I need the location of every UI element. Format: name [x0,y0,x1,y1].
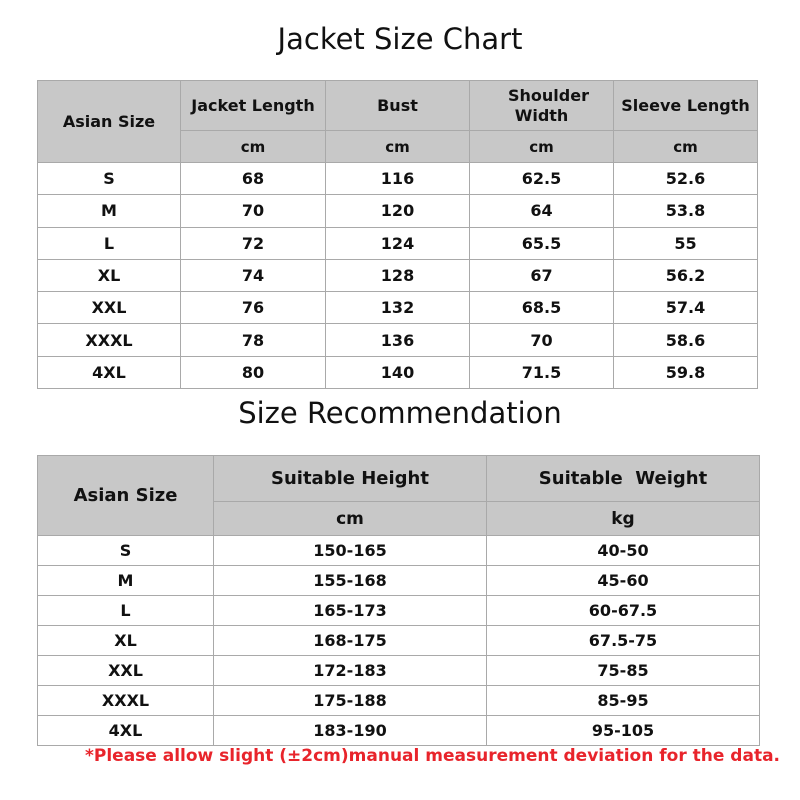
unit-shoulder-width: cm [470,131,614,163]
size-cell: XXL [38,292,181,324]
bust-cell: 140 [326,356,470,388]
jacket-size-table [37,80,758,389]
table-row [38,536,760,566]
table-row [38,656,760,686]
size-cell: L [38,596,214,626]
unit-height: cm [214,502,487,536]
height-cell: 150-165 [214,536,487,566]
jacket-length-cell: 70 [181,195,326,227]
unit-sleeve-length: cm [614,131,758,163]
table-row [38,227,758,259]
weight-cell: 75-85 [487,656,760,686]
shoulder-width-cell: 70 [470,324,614,356]
sleeve-length-cell: 55 [614,227,758,259]
shoulder-width-cell: 68.5 [470,292,614,324]
header-suitable-height: Suitable Height [214,456,487,502]
size-recommendation-title: Size Recommendation [238,396,562,430]
size-cell: XXXL [38,324,181,356]
measurement-deviation-note: *Please allow slight (±2cm)manual measurement deviation for the data. [85,746,780,766]
header-asian-size: Asian Size [38,81,181,163]
jacket-length-cell: 78 [181,324,326,356]
table-row [38,259,758,291]
shoulder-width-cell: 62.5 [470,163,614,195]
size-cell: M [38,566,214,596]
bust-cell: 120 [326,195,470,227]
table-row [38,356,758,388]
unit-bust: cm [326,131,470,163]
weight-cell: 95-105 [487,716,760,746]
size-cell: L [38,227,181,259]
weight-cell: 40-50 [487,536,760,566]
size-cell: M [38,195,181,227]
header-asian-size: Asian Size [38,456,214,536]
size-cell: S [38,536,214,566]
weight-cell: 45-60 [487,566,760,596]
jacket-length-cell: 74 [181,259,326,291]
sleeve-length-cell: 53.8 [614,195,758,227]
header-jacket-length: Jacket Length [181,81,326,131]
unit-jacket-length: cm [181,131,326,163]
sleeve-length-cell: 52.6 [614,163,758,195]
height-cell: 165-173 [214,596,487,626]
size-cell: S [38,163,181,195]
size-cell: XXL [38,656,214,686]
weight-cell: 60-67.5 [487,596,760,626]
table-row [38,596,760,626]
height-cell: 172-183 [214,656,487,686]
header-bust: Bust [326,81,470,131]
bust-cell: 132 [326,292,470,324]
sleeve-length-cell: 58.6 [614,324,758,356]
height-cell: 168-175 [214,626,487,656]
size-chart-title: Jacket Size Chart [277,22,523,56]
unit-weight: kg [487,502,760,536]
size-cell: 4XL [38,716,214,746]
table-row [38,324,758,356]
table-row [38,292,758,324]
sleeve-length-cell: 56.2 [614,259,758,291]
bust-cell: 116 [326,163,470,195]
jacket-length-cell: 80 [181,356,326,388]
size-cell: XXXL [38,686,214,716]
size-recommendation-table [37,455,760,746]
table-row [38,566,760,596]
shoulder-width-cell: 64 [470,195,614,227]
jacket-length-cell: 76 [181,292,326,324]
sleeve-length-cell: 59.8 [614,356,758,388]
weight-cell: 85-95 [487,686,760,716]
size-cell: XL [38,626,214,656]
bust-cell: 124 [326,227,470,259]
table-row [38,163,758,195]
shoulder-width-cell: 67 [470,259,614,291]
table-row [38,626,760,656]
table-row [38,195,758,227]
table-row [38,716,760,746]
header-shoulder-width: Shoulder Width [470,81,614,131]
jacket-length-cell: 68 [181,163,326,195]
height-cell: 155-168 [214,566,487,596]
header-sleeve-length: Sleeve Length [614,81,758,131]
size-cell: 4XL [38,356,181,388]
height-cell: 183-190 [214,716,487,746]
bust-cell: 136 [326,324,470,356]
header-suitable-weight: Suitable Weight [487,456,760,502]
height-cell: 175-188 [214,686,487,716]
size-cell: XL [38,259,181,291]
table-row [38,686,760,716]
bust-cell: 128 [326,259,470,291]
jacket-length-cell: 72 [181,227,326,259]
shoulder-width-cell: 65.5 [470,227,614,259]
sleeve-length-cell: 57.4 [614,292,758,324]
shoulder-width-cell: 71.5 [470,356,614,388]
weight-cell: 67.5-75 [487,626,760,656]
